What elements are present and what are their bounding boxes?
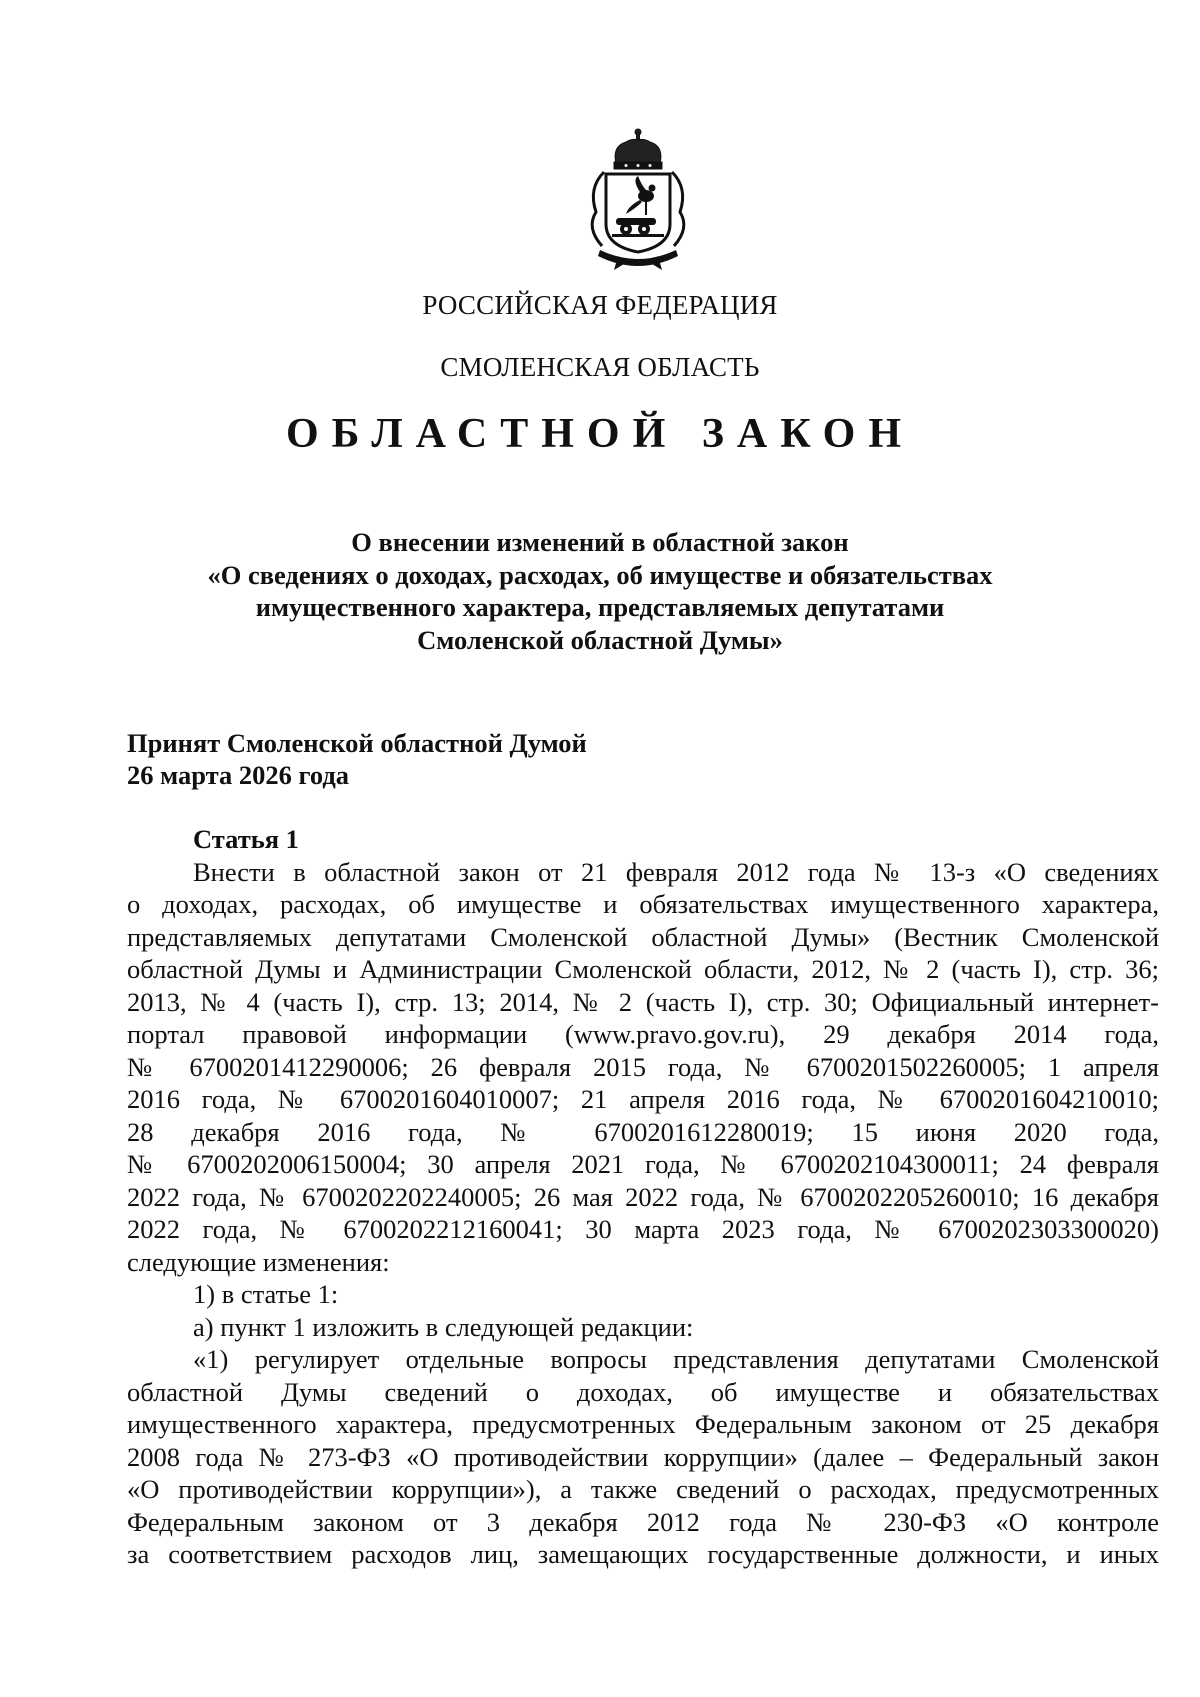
- body-line: областной Думы сведений о доходах, об имуществе и обязательствах: [127, 1376, 1159, 1407]
- body-line: Внести в областной закон от 21 февраля 2012 года № 13-з «О сведениях: [193, 856, 1159, 887]
- body-line: «1) регулирует отдельные вопросы представления депутатами Смоленской: [193, 1344, 1159, 1374]
- body-line: следующие изменения:: [127, 1246, 390, 1277]
- law-title-line: «О сведениях о доходах, расходах, об имуществе и обязательствах: [207, 559, 993, 590]
- body-line: № 6700202006150004; 30 апреля 2021 года, № 6700202104300011; 24 февраля: [127, 1149, 1159, 1179]
- body-line: портал правовой информации (www.pravo.gov.ru), 29 декабря 2014 года,: [127, 1019, 1159, 1049]
- adoption-body: Принят Смоленской областной Думой: [127, 728, 587, 758]
- law-title-line: О внесении изменений в областной закон: [351, 527, 849, 557]
- law-title-line: Смоленской областной Думы»: [417, 624, 783, 655]
- region-heading: СМОЛЕНСКАЯ ОБЛАСТЬ: [440, 352, 760, 382]
- body-line: 1) в статье 1:: [193, 1279, 339, 1309]
- law-title-line: имущественного характера, представляемых депутатами: [255, 592, 945, 622]
- body-line: Федеральным законом от 3 декабря 2012 года № 230-ФЗ «О контроле: [127, 1506, 1159, 1537]
- body-line: 2016 года, № 6700201604010007; 21 апреля 2016 года, № 6700201604210010;: [127, 1084, 1159, 1114]
- body-line: 2022 года, № 6700202212160041; 30 марта 2023 года, № 6700202303300020): [127, 1214, 1159, 1244]
- body-line: представляемых депутатами Смоленской областной Думы» (Вестник Смоленской: [127, 921, 1159, 952]
- body-line: 2008 года № 273-ФЗ «О противодействии коррупции» (далее – Федеральный закон: [127, 1441, 1159, 1472]
- article-body: [127, 823, 1159, 1571]
- body-line: «О противодействии коррупции»), а также сведений о расходах, предусмотренных: [127, 1474, 1159, 1504]
- smolensk-coat-of-arms-icon: [582, 128, 694, 276]
- document-type-heading: ОБЛАСТНОЙ ЗАКОН: [285, 411, 915, 457]
- law-title: [0, 526, 1200, 656]
- body-line: за соответствием расходов лиц, замещающих государственные должности, и иных: [127, 1539, 1159, 1569]
- article-heading: Статья 1: [193, 824, 299, 854]
- body-line: 28 декабря 2016 года, № 6700201612280019; 15 июня 2020 года,: [127, 1116, 1159, 1147]
- body-line: имущественного характера, предусмотренных Федеральным законом от 25 декабря: [127, 1409, 1159, 1439]
- body-line: 2013, № 4 (часть I), стр. 13; 2014, № 2 (часть I), стр. 30; Официальный интернет-: [127, 986, 1159, 1017]
- adoption-info: [127, 727, 587, 791]
- body-line: 2022 года, № 6700202202240005; 26 мая 2022 года, № 6700202205260010; 16 декабря: [127, 1181, 1159, 1212]
- body-line: областной Думы и Администрации Смоленской области, 2012, № 2 (часть I), стр. 36;: [127, 954, 1159, 984]
- adoption-date: 26 марта 2026 года: [127, 760, 349, 790]
- body-line: а) пункт 1 изложить в следующей редакции:: [193, 1311, 694, 1342]
- body-line: о доходах, расходах, об имуществе и обязательствах имущественного характера,: [127, 889, 1159, 919]
- body-line: № 6700201412290006; 26 февраля 2015 года, № 6700201502260005; 1 апреля: [127, 1051, 1159, 1082]
- country-heading: РОССИЙСКАЯ ФЕДЕРАЦИЯ: [422, 290, 778, 320]
